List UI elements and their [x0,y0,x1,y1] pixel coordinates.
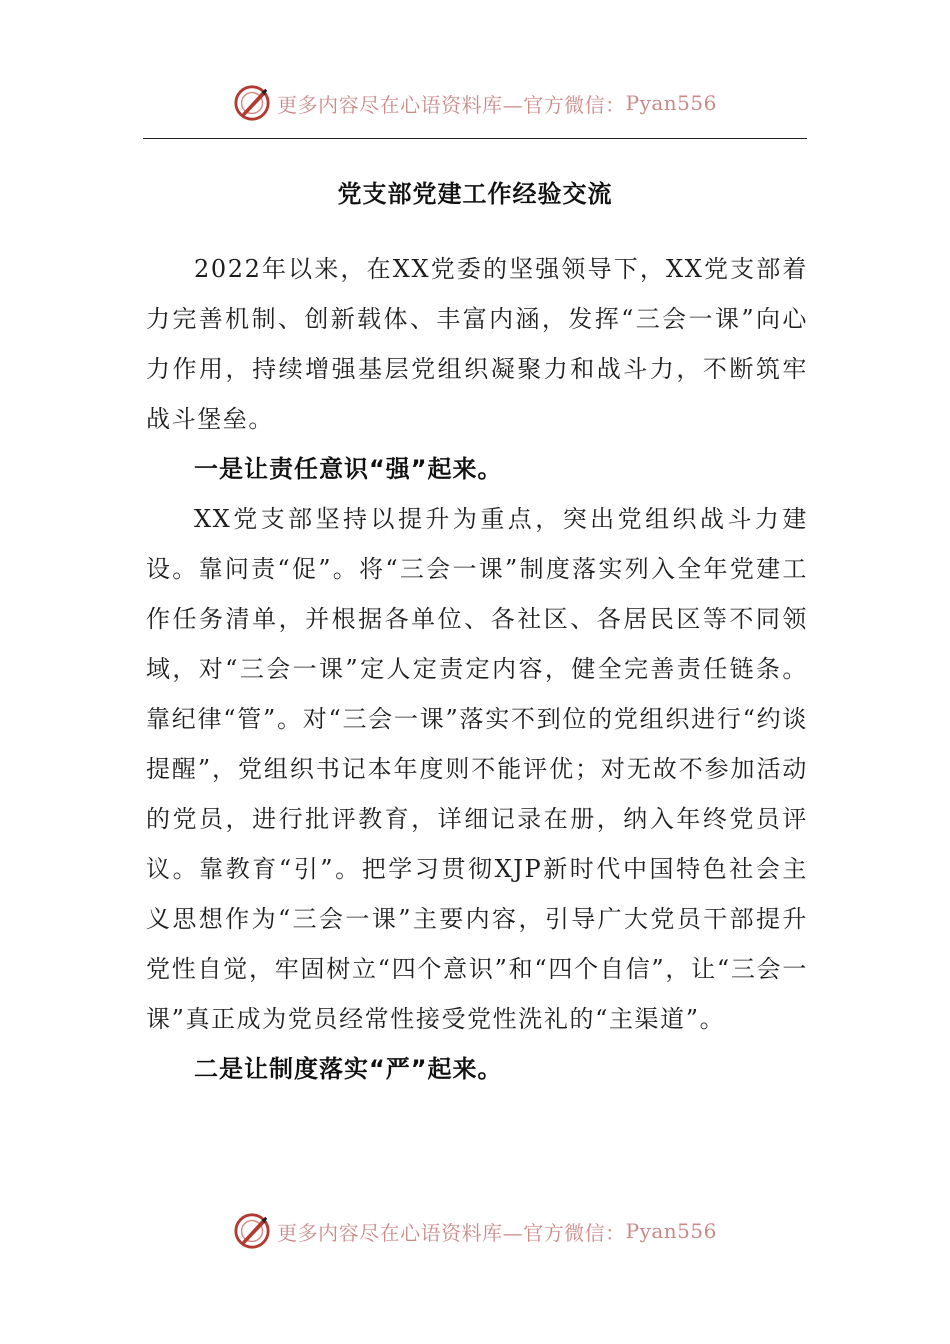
section-heading-2: 二是让制度落实“严”起来。 [194,1055,503,1083]
watermark-wechat-id: Pyan556 [625,91,717,115]
watermark-wechat-id: Pyan556 [625,1219,717,1243]
document-title: 党支部党建工作经验交流 [337,179,613,208]
watermark-brand-text: 更多内容尽在心语资料库—官方微信： [277,1220,626,1245]
pen-logo-icon [233,84,271,122]
document-body [146,244,808,1094]
pen-logo-icon [233,1212,271,1250]
section-heading-1: 一是让责任意识“强”起来。 [194,455,503,483]
header-divider [143,138,807,139]
header-watermark [0,78,950,128]
intro-paragraph: 2022年以来，在XX党委的坚强领导下，XX党支部着力完善机制、创新载体、丰富内涵，发挥“三会一课”向心力作用，持续增强基层党组织凝聚力和战斗力，不断筑牢战斗堡垒。 [146,255,808,433]
section-1-paragraph: XX党支部坚持以提升为重点，突出党组织战斗力建设。靠问责“促”。将“三会一课”制度落实列入全年党建工作任务清单，并根据各单位、各社区、各居民区等不同领域，对“三会一课”定人定责定内容，健全完善责任链条。靠纪律“管”。对“三会一课”落实不到位的党组织进行“约谈提醒”，党组织书记本年度则不能评优；对无故不参加活动的党员，进行批评教育，详细记录在册，纳入年终党员评议。靠教育“引”。把学习贯彻XJP新时代中国特色社会主义思想作为“三会一课”主要内容，引导广大党员干部提升党性自觉，牢固树立“四个意识”和“四个自信”，让“三会一课”真正成为党员经常性接受党性洗礼的“主渠道”。 [146,505,808,1033]
watermark-brand-text: 更多内容尽在心语资料库—官方微信： [277,92,626,117]
footer-watermark [0,1206,950,1256]
